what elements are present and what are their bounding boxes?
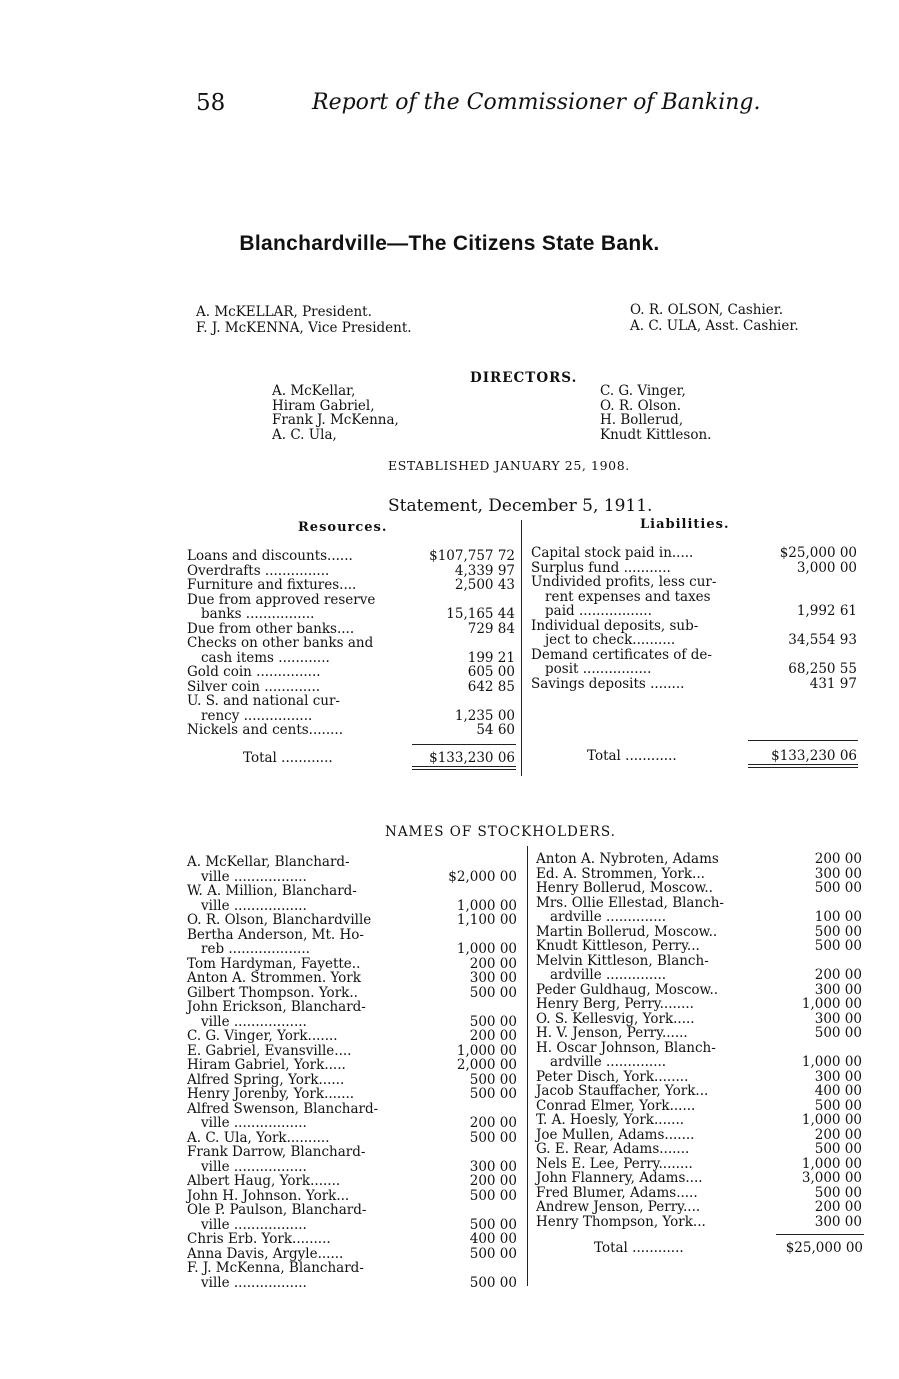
stockholder-row xyxy=(536,1215,862,1230)
liabilities-total-amount: $133,230 06 xyxy=(771,748,857,764)
resource-row xyxy=(187,680,515,695)
stockholder-row xyxy=(187,1015,517,1030)
stockholder-row xyxy=(187,1131,517,1146)
stockholder-row xyxy=(536,1142,862,1157)
stockholder-row-amount: 500 00 xyxy=(469,1013,517,1030)
resource-row xyxy=(187,564,515,579)
resources-heading: Resources. xyxy=(298,520,388,535)
stockholder-row-label: Ole P. Paulson, Blanchard- xyxy=(187,1202,367,1218)
stockholder-row-label: Martin Bollerud, Moscow.. xyxy=(536,923,718,940)
liability-row-label: paid ................. xyxy=(545,603,652,619)
stockholder-row xyxy=(536,1012,862,1027)
stockholder-row xyxy=(187,1145,517,1160)
stockholder-row xyxy=(536,1128,862,1143)
stockholder-row-amount: 3,000 00 xyxy=(801,1170,862,1186)
stockholder-row-label: ardville .............. xyxy=(550,967,667,983)
stockholders-heading: NAMES OF STOCKHOLDERS. xyxy=(385,824,616,840)
stockholder-row xyxy=(536,983,862,998)
stockholder-row-amount: 1,000 00 xyxy=(456,897,517,914)
stockholder-row-amount: 500 00 xyxy=(814,1025,862,1041)
stockholder-row-label: Alfred Swenson, Blanchard- xyxy=(187,1100,379,1117)
stockholder-row-amount: 200 00 xyxy=(469,1028,517,1044)
stockholder-row-amount: 1,000 00 xyxy=(801,1054,862,1070)
stockholder-row xyxy=(187,1203,517,1218)
stockholder-row-amount: 500 00 xyxy=(814,1141,862,1157)
liability-row-label: Individual deposits, sub- xyxy=(531,617,699,634)
resource-row-label: cash items ............ xyxy=(201,649,330,666)
bank-title: Blanchardville—The Citizens State Bank. xyxy=(239,232,660,255)
stockholder-row-label: Peter Disch, York........ xyxy=(536,1068,689,1085)
stockholder-row-label: John Erickson, Blanchard- xyxy=(187,999,366,1015)
resource-row-amount: 2,500 43 xyxy=(454,577,515,593)
stockholder-row xyxy=(187,1044,517,1059)
stockholder-row-label: Henry Thompson, York... xyxy=(536,1213,706,1230)
stockholder-row-amount: 2,000 00 xyxy=(456,1057,517,1073)
stockholder-row xyxy=(187,884,517,899)
liability-row-label: Surplus fund ........... xyxy=(531,559,671,576)
resource-row xyxy=(187,709,515,724)
resource-row-amount: 15,165 44 xyxy=(446,606,515,622)
liability-row-label: ject to check.......... xyxy=(545,632,676,648)
officer-vice-president: F. J. McKENNA, Vice President. xyxy=(196,320,412,336)
stockholder-row-label: ardville .............. xyxy=(550,1054,667,1070)
stockholder-row xyxy=(536,954,862,969)
liabilities-double-rule xyxy=(748,764,858,765)
stockholder-row xyxy=(536,910,862,925)
resource-row-label: Checks on other banks and xyxy=(187,635,374,651)
stockholder-row-label: Albert Haug, York....... xyxy=(187,1173,341,1189)
officers-left xyxy=(196,304,412,336)
liability-row-amount: 1,992 61 xyxy=(796,603,857,619)
liability-row-amount: 68,250 55 xyxy=(788,661,857,677)
stockholder-row-amount: 300 00 xyxy=(814,865,862,882)
stockholder-row xyxy=(187,1087,517,1102)
stockholder-row-amount: 400 00 xyxy=(814,1083,862,1099)
liability-row xyxy=(531,590,857,605)
officers-right xyxy=(630,302,799,334)
resource-row-label: rency ................ xyxy=(201,707,313,724)
established-date: ESTABLISHED JANUARY 25, 1908. xyxy=(388,458,630,473)
stockholder-row-label: W. A. Million, Blanchard- xyxy=(187,883,357,899)
stockholder-row-amount: 300 00 xyxy=(814,1010,862,1027)
stockholder-row xyxy=(187,1218,517,1233)
stockholder-row-label: ville ................. xyxy=(201,1274,307,1291)
director-name: Knudt Kittleson. xyxy=(600,426,712,443)
stockholder-row xyxy=(187,1102,517,1117)
stockholder-row xyxy=(536,1099,862,1114)
liability-row-amount: 34,554 93 xyxy=(788,632,857,648)
stockholder-row-label: Fred Blumer, Adams..... xyxy=(536,1184,698,1201)
liabilities-table xyxy=(531,546,857,691)
stockholder-row-label: Henry Berg, Perry........ xyxy=(536,996,694,1012)
liabilities-total-rule xyxy=(748,740,858,741)
stockholder-row xyxy=(187,986,517,1001)
stockholder-row-amount: 100 00 xyxy=(814,909,862,925)
stockholder-row xyxy=(187,1189,517,1204)
stockholder-row xyxy=(536,1113,862,1128)
resource-row-amount: 729 84 xyxy=(467,620,515,637)
resource-row-label: Due from other banks.... xyxy=(187,620,355,637)
stockholder-row-amount: 1,000 00 xyxy=(801,1112,862,1128)
stockholder-row-label: ville ................. xyxy=(201,868,307,885)
stockholder-row-label: Anton A. Strommen. York xyxy=(187,970,361,986)
stockholder-row-amount: 500 00 xyxy=(469,1274,517,1291)
stockholder-row-amount: 500 00 xyxy=(814,923,862,940)
stockholder-row-label: A. McKellar, Blanchard- xyxy=(187,854,350,870)
stockholder-row xyxy=(187,1261,517,1276)
stockholders-total-rule xyxy=(776,1234,864,1235)
stockholder-row xyxy=(536,1157,862,1172)
liabilities-heading: Liabilities. xyxy=(640,517,730,532)
stockholder-row xyxy=(187,971,517,986)
stockholder-row-label: A. C. Ula, York.......... xyxy=(187,1129,330,1146)
stockholder-row-label: O. R. Olson, Blanchardville xyxy=(187,912,372,928)
director-name: Hiram Gabriel, xyxy=(272,397,375,414)
resource-row-label: Due from approved reserve xyxy=(187,591,376,608)
stockholder-row xyxy=(536,852,862,867)
resource-row-amount: 4,339 97 xyxy=(454,562,515,579)
stockholder-row-label: Nels E. Lee, Perry........ xyxy=(536,1155,693,1172)
director-name: O. R. Olson. xyxy=(600,397,682,414)
stockholder-row xyxy=(536,867,862,882)
liability-row-label: Demand certificates of de- xyxy=(531,646,712,663)
stockholder-row-amount: 200 00 xyxy=(814,1126,862,1143)
statement-title: Statement, December 5, 1911. xyxy=(388,496,653,516)
stockholder-row-label: Conrad Elmer, York...... xyxy=(536,1097,696,1114)
stockholder-row-amount: 1,000 00 xyxy=(801,1155,862,1172)
stockholder-row-amount: 1,000 00 xyxy=(456,1042,517,1059)
stockholders-total-amount: $25,000 00 xyxy=(785,1240,863,1256)
stockholder-row-amount: 200 00 xyxy=(814,967,862,983)
stockholder-row-amount: 1,000 00 xyxy=(456,941,517,957)
director-name: C. G. Vinger, xyxy=(600,383,686,399)
resource-row-amount: $107,757 72 xyxy=(429,548,515,564)
resource-row-label: banks ................ xyxy=(201,606,315,622)
officer-asst-cashier: A. C. ULA, Asst. Cashier. xyxy=(630,318,799,334)
resources-total-label: Total ............ xyxy=(243,750,333,766)
director-name: H. Bollerud, xyxy=(600,412,684,428)
stockholder-row-label: Jacob Stauffacher, York... xyxy=(536,1083,709,1099)
directors-left xyxy=(272,384,399,442)
officer-cashier: O. R. OLSON, Cashier. xyxy=(630,302,784,318)
stockholder-row-label: C. G. Vinger, York....... xyxy=(187,1028,338,1044)
directors-heading: DIRECTORS. xyxy=(470,370,578,386)
stockholder-row-label: Mrs. Ollie Ellestad, Blanch- xyxy=(536,894,724,911)
resource-row xyxy=(187,593,515,608)
resources-total-amount: $133,230 06 xyxy=(429,750,515,766)
resources-double-rule xyxy=(412,769,516,770)
stockholder-row xyxy=(187,1247,517,1262)
stockholder-row-label: John H. Johnson. York... xyxy=(187,1187,350,1204)
liability-row xyxy=(531,561,857,576)
stockholder-row-label: Anton A. Nybroten, Adams xyxy=(536,851,719,867)
liability-row xyxy=(531,648,857,663)
stockholder-row xyxy=(187,870,517,885)
stockholder-row-amount: 500 00 xyxy=(469,1071,517,1088)
stockholder-row-label: Anna Davis, Argyle...... xyxy=(187,1245,344,1262)
liability-row xyxy=(531,604,857,619)
resource-row-amount: 54 60 xyxy=(476,722,515,738)
liability-row-label: rent expenses and taxes xyxy=(545,588,711,605)
liability-row xyxy=(531,575,857,590)
liability-row xyxy=(531,633,857,648)
stockholder-row xyxy=(536,1070,862,1085)
resource-row-amount: 642 85 xyxy=(467,678,515,695)
stockholder-row-label: H. Oscar Johnson, Blanch- xyxy=(536,1039,716,1056)
stockholder-row-label: Knudt Kittleson, Perry... xyxy=(536,938,700,954)
liability-row-label: Undivided profits, less cur- xyxy=(531,574,717,590)
stockholder-row-amount: 500 00 xyxy=(469,1216,517,1233)
stockholder-row-amount: 500 00 xyxy=(469,1187,517,1204)
stockholder-row xyxy=(187,1160,517,1175)
stockholder-row xyxy=(536,896,862,911)
stockholder-row xyxy=(536,881,862,896)
stockholder-row xyxy=(536,1055,862,1070)
stockholders-left xyxy=(187,855,517,1290)
stockholder-row-label: Andrew Jenson, Perry.... xyxy=(536,1199,701,1215)
stockholder-row xyxy=(536,1171,862,1186)
stockholder-row-amount: 1,000 00 xyxy=(801,996,862,1012)
stockholder-row-amount: 500 00 xyxy=(814,880,862,896)
stockholder-row xyxy=(536,939,862,954)
stockholder-row-label: Gilbert Thompson. York.. xyxy=(187,984,358,1001)
resource-row xyxy=(187,723,515,738)
stockholder-row-amount: 200 00 xyxy=(469,955,517,972)
liability-row-label: Savings deposits ........ xyxy=(531,675,685,692)
stockholder-row-label: Tom Hardyman, Fayette.. xyxy=(187,955,361,972)
stockholder-row-label: F. J. McKenna, Blanchard- xyxy=(187,1260,364,1276)
liability-row xyxy=(531,662,857,677)
resource-row-amount: 199 21 xyxy=(467,649,515,666)
stockholder-row xyxy=(536,1041,862,1056)
stockholder-row-label: Henry Bollerud, Moscow.. xyxy=(536,880,713,896)
stockholder-row xyxy=(536,1026,862,1041)
resource-row xyxy=(187,549,515,564)
liability-row xyxy=(531,619,857,634)
resource-row xyxy=(187,607,515,622)
stockholder-row-label: Bertha Anderson, Mt. Ho- xyxy=(187,926,364,943)
stockholder-row-label: E. Gabriel, Evansville.... xyxy=(187,1042,352,1059)
stockholder-row xyxy=(187,1000,517,1015)
resources-double-rule xyxy=(412,766,516,767)
stockholder-row-amount: 500 00 xyxy=(469,1086,517,1102)
stockholder-row-label: G. E. Rear, Adams....... xyxy=(536,1141,690,1157)
stockholder-row-label: ville ................. xyxy=(201,1013,307,1030)
stockholder-row-label: Joe Mullen, Adams....... xyxy=(536,1126,695,1143)
stockholder-row-amount: 300 00 xyxy=(469,970,517,986)
stockholder-row-label: Ed. A. Strommen, York... xyxy=(536,865,705,882)
stockholder-row-amount: 200 00 xyxy=(814,1199,862,1215)
resource-row-label: Nickels and cents........ xyxy=(187,722,344,738)
stockholder-row xyxy=(536,1084,862,1099)
stockholder-row-amount: 1,100 00 xyxy=(456,912,517,928)
stockholder-row xyxy=(187,1232,517,1247)
stockholder-row xyxy=(187,855,517,870)
stockholder-row xyxy=(187,1276,517,1291)
stockholder-row-label: Alfred Spring, York...... xyxy=(187,1071,345,1088)
liability-row-label: posit ................ xyxy=(545,661,652,677)
stockholder-row-label: John Flannery, Adams.... xyxy=(536,1170,703,1186)
stockholder-row xyxy=(187,1073,517,1088)
stockholder-row xyxy=(536,997,862,1012)
liability-row-amount: $25,000 00 xyxy=(779,545,857,561)
stockholder-row xyxy=(536,1186,862,1201)
liabilities-total-label: Total ............ xyxy=(587,748,677,764)
director-name: A. McKellar, xyxy=(272,383,356,399)
resource-row-label: Gold coin ............... xyxy=(187,664,321,680)
stockholder-row xyxy=(187,899,517,914)
stockholders-total-label: Total ............ xyxy=(594,1240,684,1256)
resource-row-label: Loans and discounts...... xyxy=(187,548,353,564)
stockholder-row-label: ville ................. xyxy=(201,897,307,914)
resources-table xyxy=(187,549,515,738)
stockholder-row-label: Peder Guldhaug, Moscow.. xyxy=(536,981,719,998)
stockholder-row-amount: 200 00 xyxy=(814,851,862,867)
stockholder-row xyxy=(187,942,517,957)
resource-row xyxy=(187,578,515,593)
stockholder-row-amount: 500 00 xyxy=(469,1129,517,1146)
resource-row xyxy=(187,651,515,666)
resources-total-rule xyxy=(412,744,516,745)
liability-row-amount: 431 97 xyxy=(809,675,857,692)
resource-row-amount: 605 00 xyxy=(467,664,515,680)
stockholder-row-amount: 300 00 xyxy=(814,1213,862,1230)
stockholder-row-amount: 500 00 xyxy=(814,938,862,954)
stockholder-row-label: Melvin Kittleson, Blanch- xyxy=(536,952,709,969)
stockholder-row-label: Chris Erb. York......... xyxy=(187,1231,331,1247)
stockholder-row xyxy=(536,1200,862,1215)
stockholder-row-amount: 300 00 xyxy=(814,981,862,998)
resource-row-label: Furniture and fixtures.... xyxy=(187,577,357,593)
directors-right xyxy=(600,384,711,442)
resource-row xyxy=(187,694,515,709)
stockholder-row xyxy=(536,925,862,940)
stockholder-row-label: reb ................... xyxy=(201,941,310,957)
stockholder-row-label: ville ................. xyxy=(201,1115,307,1131)
stockholder-row-amount: 300 00 xyxy=(469,1158,517,1175)
running-title: Report of the Commissioner of Banking. xyxy=(312,90,761,115)
stockholders-right xyxy=(536,852,862,1229)
stockholder-row-amount: 400 00 xyxy=(469,1231,517,1247)
stockholder-row-amount: 500 00 xyxy=(814,1097,862,1114)
page-number: 58 xyxy=(196,90,226,116)
liability-row-amount: 3,000 00 xyxy=(796,559,857,576)
stockholder-row xyxy=(187,928,517,943)
director-name: Frank J. McKenna, xyxy=(272,412,399,428)
resource-row-label: Silver coin ............. xyxy=(187,678,321,695)
liability-row xyxy=(531,546,857,561)
resource-row xyxy=(187,665,515,680)
liabilities-double-rule xyxy=(748,767,858,768)
stockholder-row xyxy=(187,1174,517,1189)
stockholder-row-label: H. V. Jenson, Perry...... xyxy=(536,1025,688,1041)
column-divider xyxy=(527,846,528,1286)
resource-row-amount: 1,235 00 xyxy=(454,707,515,724)
column-divider xyxy=(521,520,522,776)
liability-row-label: Capital stock paid in..... xyxy=(531,545,694,561)
stockholder-row-label: Hiram Gabriel, York..... xyxy=(187,1057,346,1073)
stockholder-row-amount: 500 00 xyxy=(469,1245,517,1262)
resource-row-label: U. S. and national cur- xyxy=(187,693,340,709)
stockholder-row xyxy=(187,1029,517,1044)
stockholder-row-amount: 500 00 xyxy=(814,1184,862,1201)
stockholder-row-amount: 200 00 xyxy=(469,1173,517,1189)
director-name: A. C. Ula, xyxy=(272,426,337,443)
stockholder-row xyxy=(187,1116,517,1131)
stockholder-row-label: T. A. Hoesly, York....... xyxy=(536,1112,685,1128)
stockholder-row-amount: 300 00 xyxy=(814,1068,862,1085)
stockholder-row xyxy=(187,913,517,928)
liability-row xyxy=(531,677,857,692)
stockholder-row-label: Henry Jorenby, York....... xyxy=(187,1086,355,1102)
resource-row xyxy=(187,636,515,651)
officer-president: A. McKELLAR, President. xyxy=(196,304,372,320)
stockholder-row-label: O. S. Kellesvig, York..... xyxy=(536,1010,695,1027)
stockholder-row-label: Frank Darrow, Blanchard- xyxy=(187,1144,366,1160)
stockholder-row-label: ardville .............. xyxy=(550,909,667,925)
stockholder-row-label: ville ................. xyxy=(201,1216,307,1233)
stockholder-row xyxy=(187,957,517,972)
resource-row-label: Overdrafts ............... xyxy=(187,562,330,579)
stockholder-row-amount: 500 00 xyxy=(469,984,517,1001)
resource-row xyxy=(187,622,515,637)
stockholder-row xyxy=(187,1058,517,1073)
stockholder-row xyxy=(536,968,862,983)
stockholder-row-amount: $2,000 00 xyxy=(448,868,517,885)
stockholder-row-label: ville ................. xyxy=(201,1158,307,1175)
stockholder-row-amount: 200 00 xyxy=(469,1115,517,1131)
